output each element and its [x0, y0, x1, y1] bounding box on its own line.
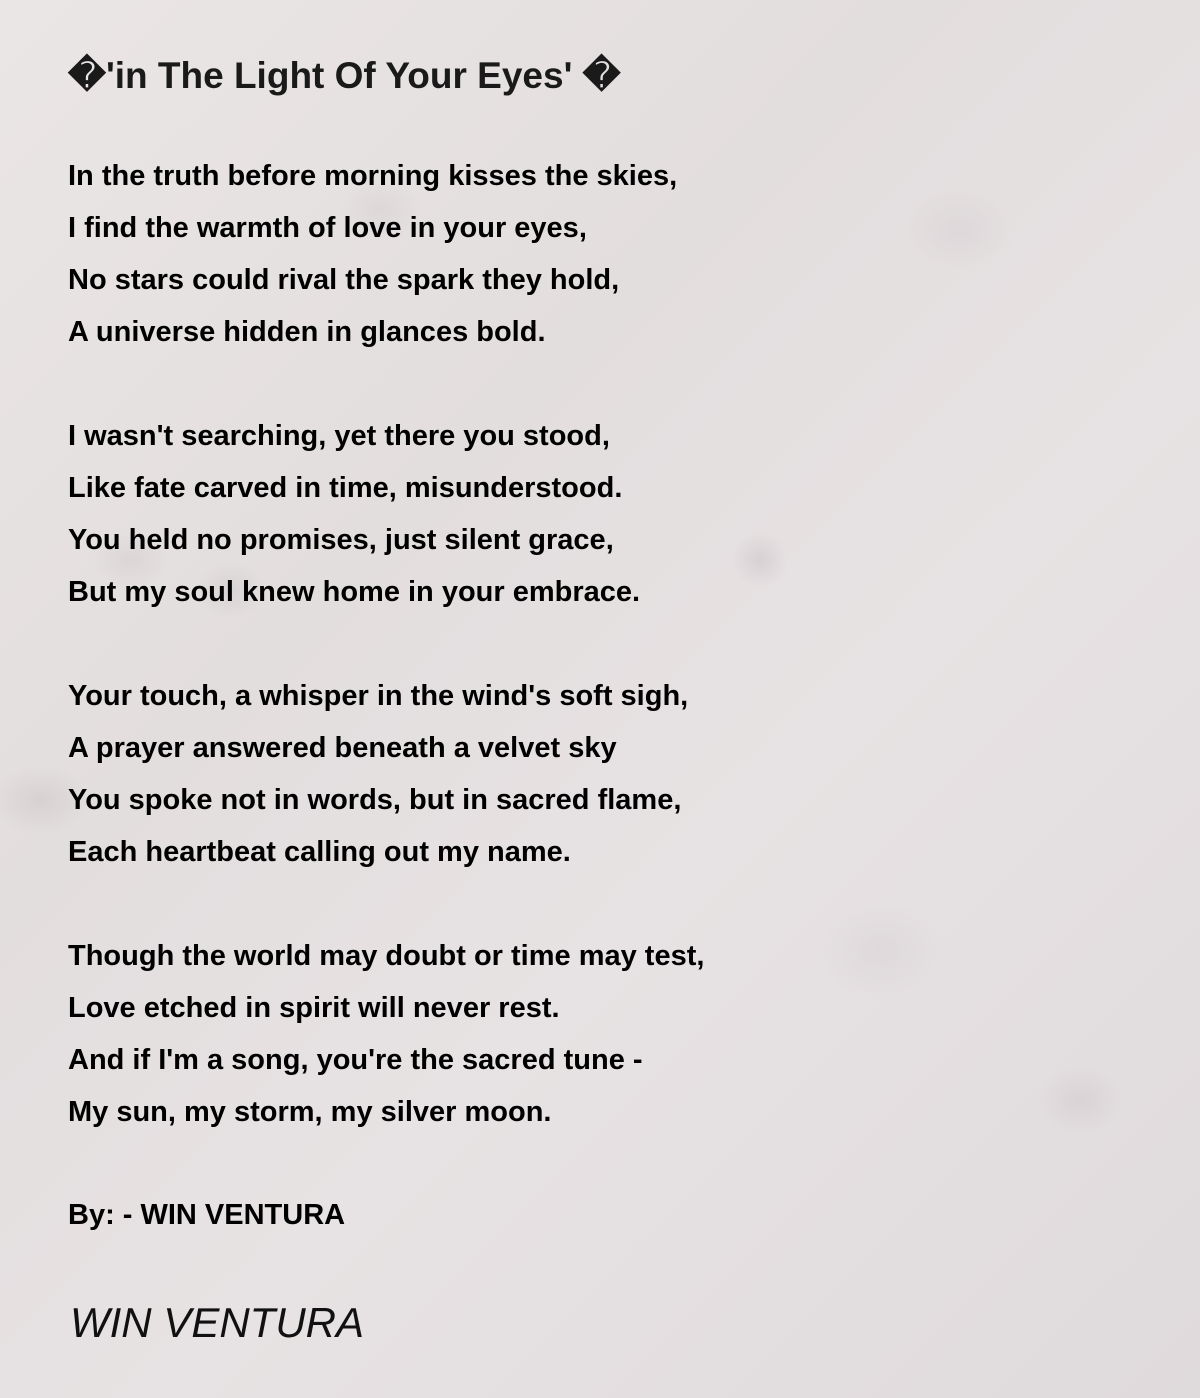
poem-line: Each heartbeat calling out my name. — [68, 836, 571, 868]
stanza-3 — [68, 670, 704, 878]
poem-line: You spoke not in words, but in sacred flame, — [68, 784, 682, 816]
poem-byline: By: - WIN VENTURA — [68, 1199, 346, 1231]
poem-line: I wasn't searching, yet there you stood, — [68, 420, 610, 452]
poem-line: Love etched in spirit will never rest. — [68, 992, 560, 1024]
author-signature: WIN VENTURA — [70, 1299, 364, 1346]
poem-line: And if I'm a song, you're the sacred tune - — [68, 1044, 643, 1076]
poem-line: I find the warmth of love in your eyes, — [68, 212, 587, 244]
poem-line: You held no promises, just silent grace, — [68, 524, 614, 556]
poem-line: In the truth before morning kisses the skies, — [68, 160, 678, 192]
stanza-2 — [68, 410, 704, 618]
poem-line: A universe hidden in glances bold. — [68, 316, 546, 348]
poem-line: Like fate carved in time, misunderstood. — [68, 472, 623, 504]
poem-line: A prayer answered beneath a velvet sky — [68, 732, 617, 764]
poem-line: Though the world may doubt or time may test, — [68, 940, 705, 972]
poem-body — [68, 150, 704, 1190]
poem-line: My sun, my storm, my silver moon. — [68, 1096, 552, 1128]
poem-title: �'in The Light Of Your Eyes' � — [68, 55, 621, 96]
stanza-4 — [68, 930, 704, 1138]
stanza-1 — [68, 150, 704, 358]
poem-line: No stars could rival the spark they hold, — [68, 264, 620, 296]
poem-line: But my soul knew home in your embrace. — [68, 576, 641, 608]
poem-line: Your touch, a whisper in the wind's soft sigh, — [68, 680, 689, 712]
